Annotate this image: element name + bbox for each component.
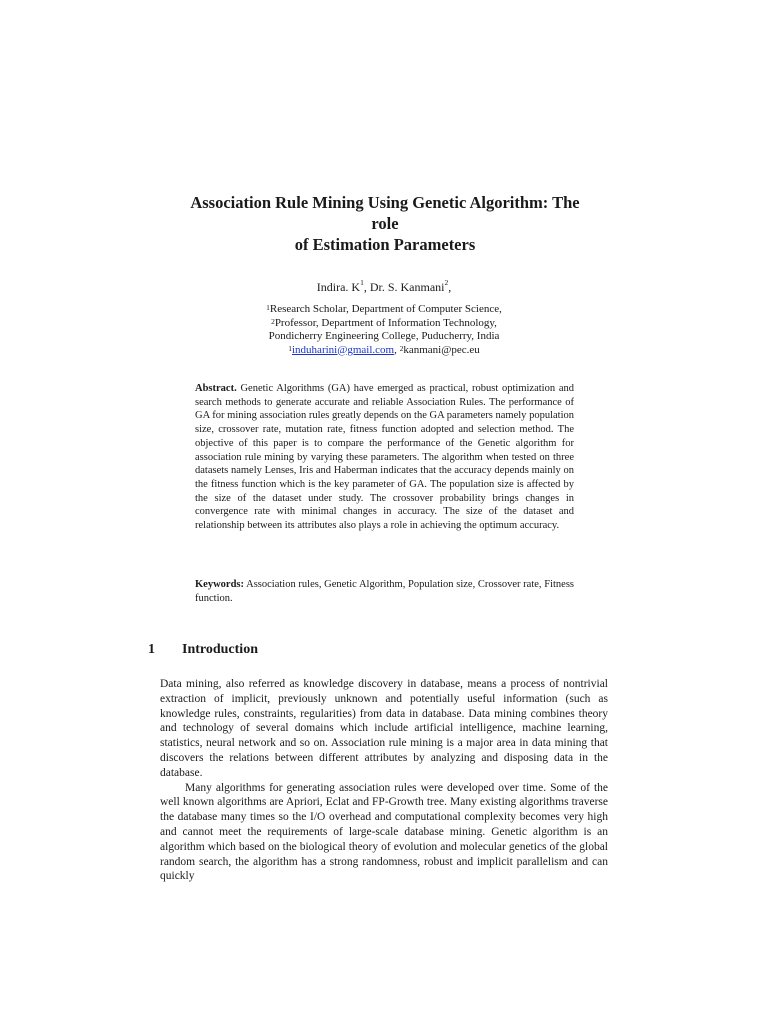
keywords-label: Keywords: — [195, 579, 244, 590]
author-trailing: , — [448, 280, 452, 294]
author-separator: , — [363, 280, 370, 294]
author-1-sup: 1 — [360, 278, 364, 287]
affiliation-3: Pondicherry Engineering College, Puducherry, India — [268, 330, 500, 342]
email-line — [0, 344, 768, 358]
author-2-name: Dr. S. Kanmani — [369, 280, 445, 294]
affiliation-1 — [0, 303, 768, 317]
email-2-text: kanmani@pec.eu — [403, 343, 480, 356]
section-heading — [148, 642, 258, 658]
paragraph-1: Data mining, also referred as knowledge discovery in database, means a process of nontrivial extraction of implicit, previously unknown and potentially useful information (such as knowledge rules, constraints, regularities) from data in database. Data mining combines theory and technology of several domains which include artificial intelligence, machine learning, statistics, neural network and so on. Association rule mining is a major area in data mining that discovers the relations between different attributes by analyzing and disposing data in the database. — [160, 678, 608, 779]
email-separator: , — [394, 343, 400, 356]
abstract-label: Abstract. — [195, 383, 237, 394]
title-line-1: Association Rule Mining Using Genetic Algorithm: The — [190, 193, 580, 212]
email-1-link[interactable]: induharini@gmail.com — [292, 343, 395, 356]
author-list — [0, 280, 768, 295]
email-2-sup: 2 — [399, 343, 404, 353]
title-line-2: role — [371, 214, 399, 233]
paper-title — [160, 192, 610, 255]
author-1-name: Indira. K — [316, 280, 361, 294]
affiliation-1-text: Research Scholar, Department of Computer Science, — [269, 303, 502, 315]
keywords — [195, 578, 574, 606]
keywords-text: Association rules, Genetic Algorithm, Population size, Crossover rate, Fitness function. — [195, 579, 575, 604]
section-body — [160, 677, 608, 884]
affiliation-2 — [0, 317, 768, 331]
abstract-text: Genetic Algorithms (GA) have emerged as practical, robust optimization and search methods to generate accurate and reliable Association Rules. The performance of GA for mining association rules greatly depends on the GA parameters namely population size, crossover rate, mutation rate, fitness function adopted and selection method. The objective of this paper is to compare the performance of the Genetic algorithm for association rule mining by varying these parameters. The algorithm when tested on three datasets namely Lenses, Iris and Haberman indicates that the accuracy depends mainly on the fitness function which is the key parameter of GA. The population size is affected by the size of the dataset under study. The crossover probability brings changes in convergence rate with minimal changes in accuracy. The size of the dataset and relationship between its attributes also plays a role in achieving the optimum accuracy. — [195, 383, 574, 532]
abstract — [195, 382, 574, 533]
email-1-sup: 1 — [288, 343, 292, 353]
affiliation-1-sup: 1 — [266, 303, 270, 312]
section-number: 1 — [148, 642, 155, 657]
affiliation-2-sup: 2 — [271, 316, 275, 326]
affiliations — [0, 303, 768, 357]
title-line-3: of Estimation Parameters — [294, 235, 476, 254]
paragraph-2: Many algorithms for generating association rules were developed over time. Some of the well known algorithms are Apriori, Eclat and FP-Growth tree. Many existing algorithms traverse the database many times so the I/O overhead and computational complexity becomes very high and cannot meet the requirements of large-scale database mining. Genetic algorithm is an algorithm which based on the biological theory of evolution and molecular genetics of the global random search, the algorithm has a strong randomness, robust and implicit parallelism and can quickly — [160, 781, 608, 883]
affiliation-2-text: Professor, Department of Information Technology, — [274, 316, 497, 329]
author-2-sup: 2 — [444, 278, 449, 287]
section-title: Introduction — [182, 642, 258, 657]
